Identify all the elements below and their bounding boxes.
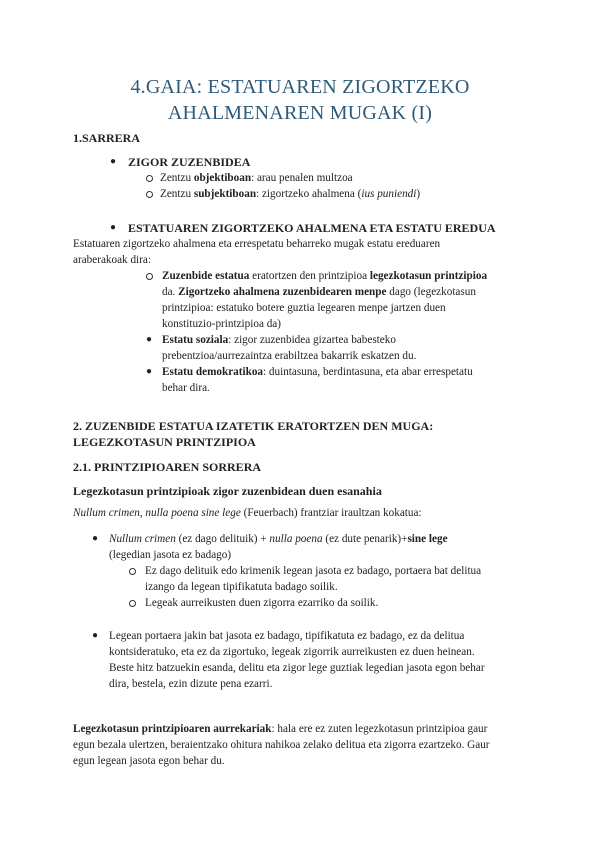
zuzenbide-estatua-line4: konstituzio-printzipioa da) — [162, 318, 281, 330]
circle-bullet-icon — [129, 568, 136, 575]
bullet-icon: ● — [110, 222, 117, 233]
nullum-bullet-line2: (legedian jasota ez badago) — [109, 549, 232, 561]
zuzenbide-estatua-line2: da. Zigortzeko ahalmena zuzenbidearen menpe dago (legezkotasun — [162, 286, 476, 298]
nullum-sub1-line2: izango da legean tipifikatuta badago soilik. — [145, 581, 338, 593]
circle-bullet-icon — [129, 600, 136, 607]
estatua-intro-line2: araberakoak dira: — [73, 254, 151, 266]
circle-bullet-icon — [146, 191, 153, 198]
bullet-icon: ● — [146, 366, 153, 377]
zigor-heading: ZIGOR ZUZENBIDEA — [128, 155, 251, 169]
zigor-item-subjective: Zentzu subjektiboan: zigortzeko ahalmena (ius puniendi) — [160, 188, 421, 200]
estatu-demokratikoa-line2: behar dira. — [162, 382, 210, 394]
nullum-sub1-line1: Ez dago delituik edo krimenik legean jasota ez badago, portaera bat delitua — [145, 565, 482, 577]
circle-bullet-icon — [146, 273, 153, 280]
document-title-line1: 4.GAIA: ESTATUAREN ZIGORTZEKO — [130, 76, 470, 98]
aurrekariak-line1: Legezkotasun printzipioaren aurrekariak: hala ere ez zuten legezkotasun printzipioa gaur — [73, 723, 488, 735]
nullum-bullet-line1: Nullum crimen (ez dago delituik) + nulla poena (ez dute penarik)+sine lege — [109, 533, 448, 545]
section2-1-heading: 2.1. PRINTZIPIOAREN SORRERA — [73, 460, 262, 474]
bullet-icon: ● — [92, 630, 99, 641]
legean-bullet-line3: Beste hitz batzuekin esanda, delitu eta zigor lege guztiak legedian jasota egon behar — [109, 662, 485, 674]
legean-bullet-line4: dira, bestela, ezin dizute pena ezarri. — [109, 678, 273, 690]
document-title-line2: AHALMENAREN MUGAK (I) — [167, 102, 433, 124]
nullum-crimen-intro: Nullum crimen, nulla poena sine lege (Feuerbach) frantziar iraultzan kokatua: — [73, 507, 422, 519]
bullet-icon: ● — [146, 334, 153, 345]
nullum-sub2: Legeak aurreikusten duen zigorra ezarriko da soilik. — [145, 597, 379, 609]
section2-heading-line1: 2. ZUZENBIDE ESTATUA IZATETIK ERATORTZEN DEN MUGA: — [73, 419, 434, 433]
circle-bullet-icon — [146, 175, 153, 182]
estatu-soziala-line2: prebentzioa/aurrezaintza erabiltzea bakarrik eskatzen du. — [162, 350, 417, 362]
bullet-icon: ● — [110, 156, 117, 167]
aurrekariak-line3: egun legean jasota egon behar du. — [73, 755, 225, 767]
zigor-item-objective: Zentzu objektiboan: arau penalen multzoa — [160, 172, 353, 184]
legean-bullet-line1: Legean portaera jakin bat jasota ez badago, tipifikatuta ez badago, ez da delitua — [109, 630, 465, 642]
legean-bullet-line2: kontsideratuko, eta ez da zigortuko, legeak zigorrik aurreikusten ez duen heinean. — [109, 646, 475, 658]
estatu-soziala-line1: Estatu soziala: zigor zuzenbidea gizartea babesteko — [162, 334, 396, 346]
zuzenbide-estatua-line1: Zuzenbide estatua eratortzen den printzipioa legezkotasun printzipioa — [162, 270, 488, 282]
section1-heading: 1.SARRERA — [73, 131, 141, 145]
aurrekariak-line2: egun bezala ulertzen, beraientzako ohitura nahikoa zelako delitua eta zigorra ezartzeko. Gaur — [73, 739, 490, 751]
esanahia-heading: Legezkotasun printzipioak zigor zuzenbidean duen esanahia — [73, 484, 382, 498]
estatua-heading: ESTATUAREN ZIGORTZEKO AHALMENA ETA ESTATU EREDUA — [128, 221, 496, 235]
zuzenbide-estatua-line3: printzipioa: estatuko botere guztia legearen menpe jartzen duen — [162, 302, 446, 314]
bullet-icon: ● — [92, 533, 99, 544]
estatu-demokratikoa-line1: Estatu demokratikoa: duintasuna, berdintasuna, eta abar errespetatu — [162, 366, 473, 378]
estatua-intro-line1: Estatuaren zigortzeko ahalmena eta errespetatu beharreko mugak estatu ereduaren — [73, 238, 441, 250]
section2-heading-line2: LEGEZKOTASUN PRINTZIPIOA — [73, 435, 256, 449]
